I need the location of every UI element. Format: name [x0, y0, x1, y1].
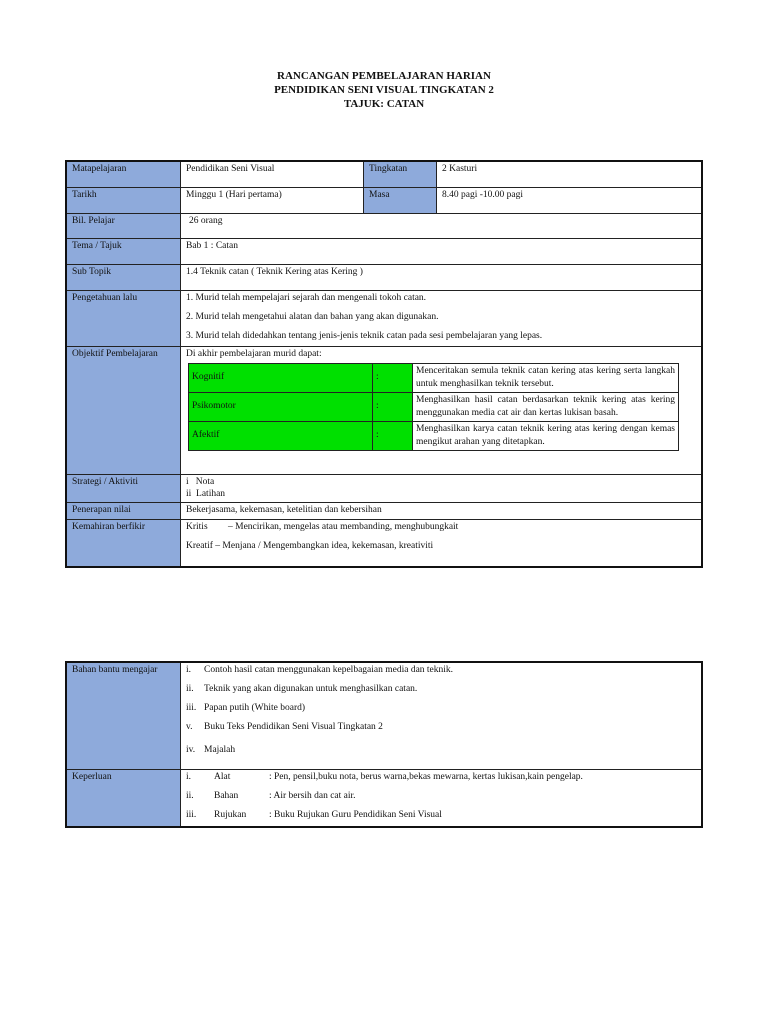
resources-table [65, 661, 703, 828]
tarikh-value: Minggu 1 (Hari pertama) [181, 187, 364, 213]
objektif-intro: Di akhir pembelajaran murid dapat: [186, 348, 322, 359]
matapelajaran-value: Pendidikan Seni Visual [181, 161, 364, 187]
objektif-desc: Menghasilkan hasil catan berdasarkan teknik kering atas kering menggunakan media cat air dan kertas lukisan basah. [413, 392, 679, 421]
header-subject: PENDIDIKAN SENI VISUAL TINGKATAN 2 [274, 84, 494, 96]
strategi-list [181, 474, 703, 502]
kemahiran-cell [181, 519, 703, 567]
masa-value: 8.40 pagi -10.00 pagi [437, 187, 703, 213]
domain-kognitif: Kognitif [189, 363, 373, 392]
domain-colon: : [373, 392, 413, 421]
subtopik-value: 1.4 Teknik catan ( Teknik Kering atas Kering ) [181, 264, 703, 290]
domain-afektif: Afektif [189, 421, 373, 450]
keperluan-item: iii. Rujukan : Buku Rujukan Guru Pendidikan Seni Visual [186, 809, 442, 820]
penerapan-value: Bekerjasama, kekemasan, ketelitian dan kebersihan [181, 502, 703, 519]
kemahiran-label: Kemahiran berfikir [66, 519, 181, 567]
bahan-item: i. Contoh hasil catan menggunakan kepelbagaian media dan teknik. [186, 665, 454, 675]
pengetahuan-list [181, 290, 703, 346]
domain-colon: : [373, 421, 413, 450]
objektif-cell [181, 346, 703, 474]
bahan-item: v. Buku Teks Pendidikan Seni Visual Tingkatan 2 [186, 722, 383, 732]
bahan-item: iv. Majalah [186, 745, 236, 755]
tingkatan-label: Tingkatan [364, 161, 437, 187]
kreatif-line [186, 540, 696, 553]
document-header [0, 69, 768, 111]
bahan-label: Bahan bantu mengajar [66, 662, 181, 769]
tingkatan-value: 2 Kasturi [437, 161, 703, 187]
bahan-list [181, 662, 703, 769]
keperluan-item: i. Alat : Pen, pensil,buku nota, berus warna,bekas mewarna, kertas lukisan,kain pengelap. [186, 771, 583, 782]
pengetahuan-item: 2. Murid telah mengetahui alatan dan bahan yang akan digunakan. [186, 311, 439, 322]
keperluan-label: Keperluan [66, 769, 181, 827]
keperluan-item: ii. Bahan : Air bersih dan cat air. [186, 790, 356, 801]
matapelajaran-label: Matapelajaran [66, 161, 181, 187]
strategi-item: i Nota [186, 476, 215, 487]
domain-psikomotor: Psikomotor [189, 392, 373, 421]
subtopik-label: Sub Topik [66, 264, 181, 290]
domain-colon: : [373, 363, 413, 392]
bil-pelajar-value: 26 orang [181, 213, 703, 238]
tema-value: Bab 1 : Catan [181, 238, 703, 264]
bil-pelajar-label: Bil. Pelajar [66, 213, 181, 238]
objektif-desc: Menceritakan semula teknik catan kering atas kering serta langkah untuk menghasilkan teknik tersebut. [413, 363, 679, 392]
pengetahuan-label: Pengetahuan lalu [66, 290, 181, 346]
kritis-key: Kritis [186, 521, 208, 532]
objektif-desc: Menghasilkan karya catan teknik kering atas kering dengan kemas mengikut arahan yang ditetapkan. [413, 421, 679, 450]
bahan-item: ii. Teknik yang akan digunakan untuk menghasilkan catan. [186, 684, 418, 694]
header-title: RANCANGAN PEMBELAJARAN HARIAN [277, 70, 491, 82]
kreatif-value: – Menjana / Mengembangkan idea, kekemasan, kreativiti [215, 540, 434, 551]
bahan-item: iii. Papan putih (White board) [186, 703, 306, 713]
kritis-line [186, 521, 696, 534]
penerapan-label: Penerapan nilai [66, 502, 181, 519]
kritis-value: – Mencirikan, mengelas atau membanding, menghubungkait [228, 521, 459, 532]
pengetahuan-item: 3. Murid telah didedahkan tentang jenis-jenis teknik catan pada sesi pembelajaran yang lepas. [186, 330, 543, 341]
header-topic: TAJUK: CATAN [343, 98, 425, 110]
masa-label: Masa [364, 187, 437, 213]
objektif-label: Objektif Pembelajaran [66, 346, 181, 474]
lesson-plan-table [65, 160, 703, 568]
objektif-table [188, 363, 679, 451]
strategi-label: Strategi / Aktiviti [66, 474, 181, 502]
strategi-item: ii Latihan [186, 488, 226, 499]
kreatif-key: Kreatif [186, 540, 213, 551]
tema-label: Tema / Tajuk [66, 238, 181, 264]
keperluan-list [181, 769, 703, 827]
pengetahuan-item: 1. Murid telah mempelajari sejarah dan mengenali tokoh catan. [186, 292, 427, 303]
tarikh-label: Tarikh [66, 187, 181, 213]
